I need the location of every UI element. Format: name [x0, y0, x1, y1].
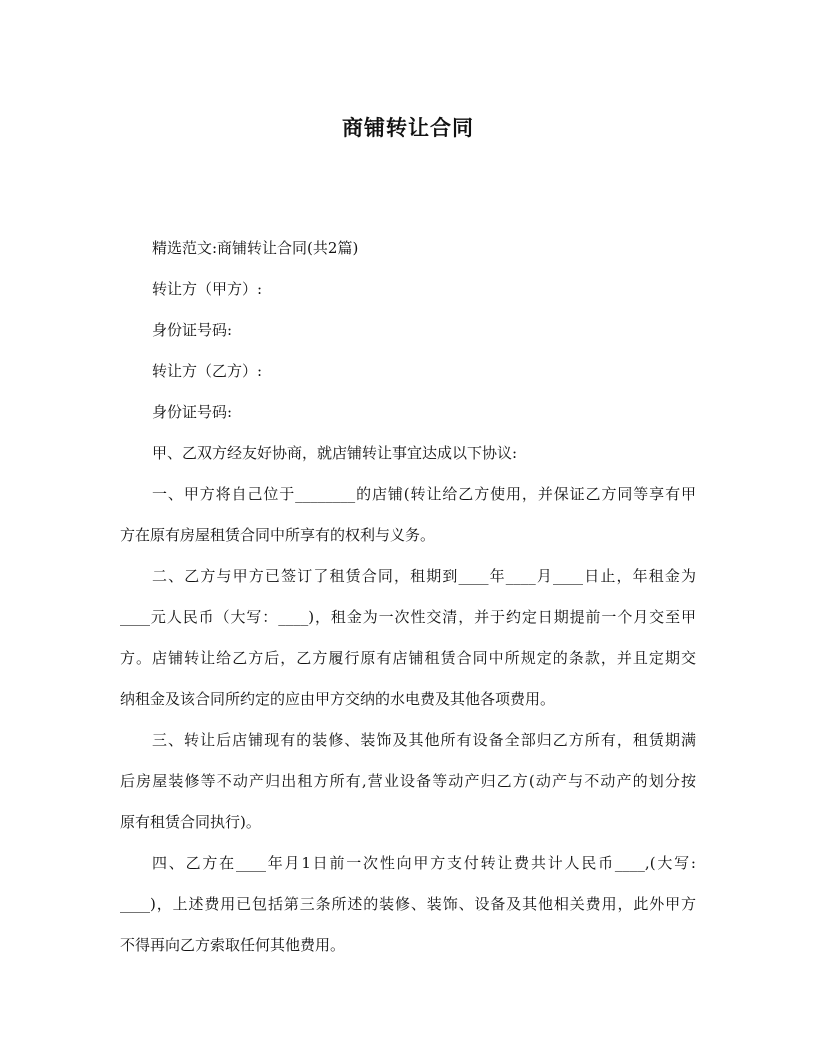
clause-2-line-3: 方。店铺转让给乙方后，乙方履行原有店铺租赁合同中所规定的条款，并且定期交 [120, 649, 696, 667]
clause-1-line-2: 方在原有房屋租赁合同中所享有的权利与义务。 [120, 526, 436, 544]
clause-2-line-4: 纳租金及该合同所约定的应由甲方交纳的水电费及其他各项费用。 [120, 690, 556, 708]
clause-2-line-1: 二、乙方与甲方已签订了租赁合同，租期到____年____月____日止，年租金为 [152, 567, 696, 585]
document-body [120, 228, 696, 966]
clause-3-line-2: 后房屋装修等不动产归出租方所有,营业设备等动产归乙方(动产与不动产的划分按 [120, 772, 696, 790]
agreement-intro-line: 甲、乙双方经友好协商，就店铺转让事宜达成以下协议: [152, 444, 518, 462]
clause-3-line-3: 原有租赁合同执行)。 [120, 813, 261, 831]
clause-4-line-2: ____)，上述费用已包括第三条所述的装修、装饰、设备及其他相关费用，此外甲方 [120, 895, 696, 913]
party-a-id-line: 身份证号码: [152, 321, 233, 339]
intro-line: 精选范文:商铺转让合同(共2篇) [152, 239, 359, 257]
clause-4-line-3: 不得再向乙方索取任何其他费用。 [120, 936, 346, 954]
party-b-line: 转让方（乙方）: [152, 362, 263, 380]
clause-3-line-1: 三、转让后店铺现有的装修、装饰及其他所有设备全部归乙方所有，租赁期满 [152, 731, 696, 749]
clause-2-line-2: ____元人民币（大写：____)，租金为一次性交清，并于约定日期提前一个月交至甲 [120, 608, 696, 626]
clause-4-line-1: 四、乙方在____年月1日前一次性向甲方支付转让费共计人民币____,(大写: [152, 854, 696, 872]
party-a-line: 转让方（甲方）: [152, 280, 263, 298]
document-title: 商铺转让合同 [342, 115, 474, 140]
clause-1-line-1: 一、甲方将自己位于________的店铺(转让给乙方使用，并保证乙方同等享有甲 [152, 485, 696, 503]
party-b-id-line: 身份证号码: [152, 403, 233, 421]
